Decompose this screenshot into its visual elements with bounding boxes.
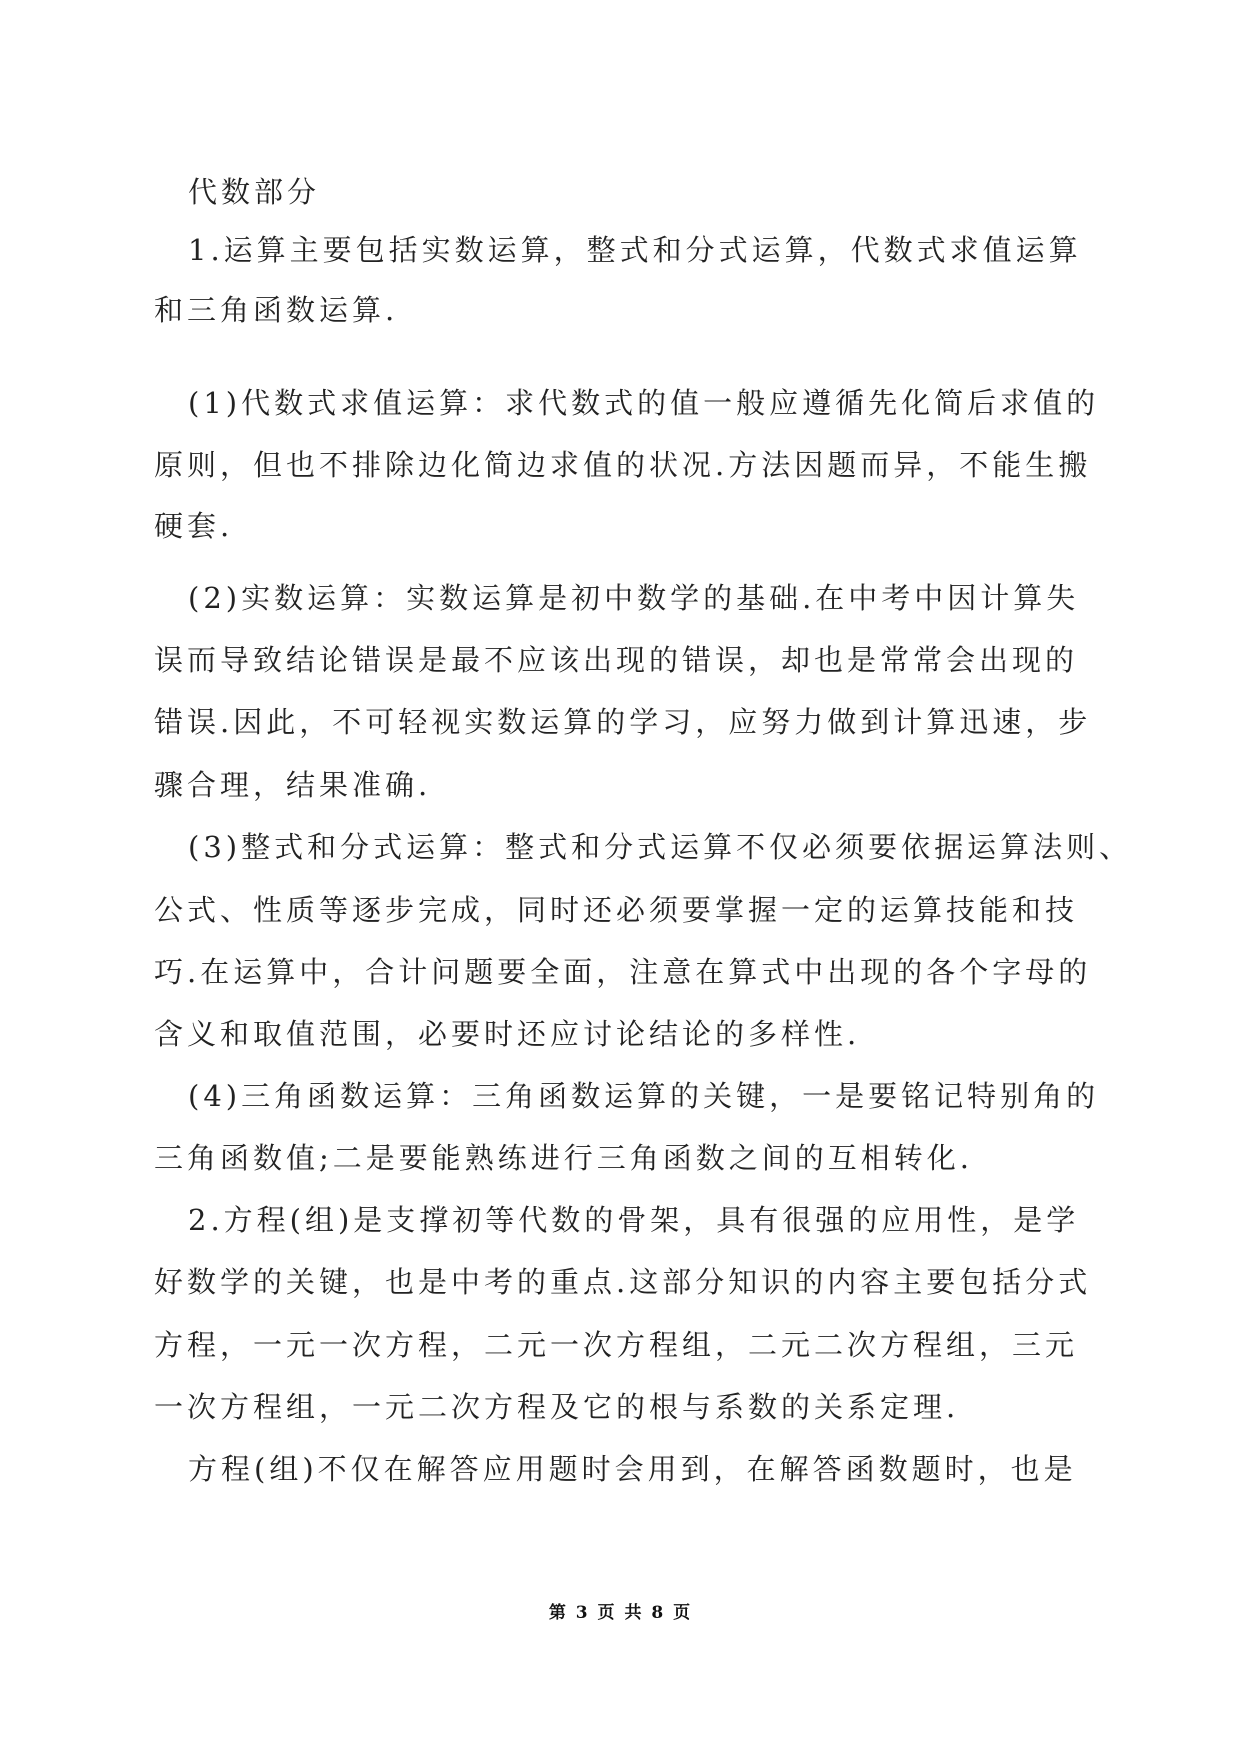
paragraph-line: (4)三角函数运算：三角函数运算的关键，一是要铭记特别角的 (188, 1079, 1100, 1113)
paragraph-line: 误而导致结论错误是最不应该出现的错误，却也是常常会出现的 (154, 643, 1079, 677)
paragraph-line: 巧.在运算中，合计问题要全面，注意在算式中出现的各个字母的 (154, 955, 1092, 989)
paragraph-line: (3)整式和分式运算：整式和分式运算不仅必须要依据运算法则、 (188, 830, 1133, 864)
paragraph-line: 三角函数值;二是要能熟练进行三角函数之间的互相转化. (154, 1141, 973, 1175)
section-heading: 代数部分 (188, 175, 321, 209)
paragraph-line: 和三角函数运算. (154, 293, 399, 327)
page-number-footer: 第 3 页 共 8 页 (548, 1603, 693, 1623)
paragraph-line: 方程(组)不仅在解答应用题时会用到，在解答函数题时，也是 (188, 1452, 1077, 1486)
paragraph-line: 方程，一元一次方程，二元一次方程组，二元二次方程组，三元 (154, 1328, 1079, 1362)
paragraph-line: 硬套. (154, 509, 234, 543)
paragraph-line: 2.方程(组)是支撑初等代数的骨架，具有很强的应用性，是学 (188, 1203, 1080, 1237)
paragraph-line: 公式、性质等逐步完成，同时还必须要掌握一定的运算技能和技 (154, 893, 1079, 927)
paragraph-line: 1.运算主要包括实数运算，整式和分式运算，代数式求值运算 (188, 233, 1082, 267)
paragraph-line: 好数学的关键，也是中考的重点.这部分知识的内容主要包括分式 (154, 1265, 1092, 1299)
paragraph-line: (2)实数运算：实数运算是初中数学的基础.在中考中因计算失 (188, 581, 1080, 615)
paragraph-line: 错误.因此，不可轻视实数运算的学习，应努力做到计算迅速，步 (154, 705, 1092, 739)
paragraph-line: 含义和取值范围，必要时还应讨论结论的多样性. (154, 1017, 861, 1051)
paragraph-line: (1)代数式求值运算：求代数式的值一般应遵循先化简后求值的 (188, 386, 1100, 420)
paragraph-line: 骤合理，结果准确. (154, 768, 432, 802)
paragraph-line: 原则，但也不排除边化简边求值的状况.方法因题而异，不能生搬 (154, 448, 1092, 482)
paragraph-line: 一次方程组，一元二次方程及它的根与系数的关系定理. (154, 1390, 960, 1424)
